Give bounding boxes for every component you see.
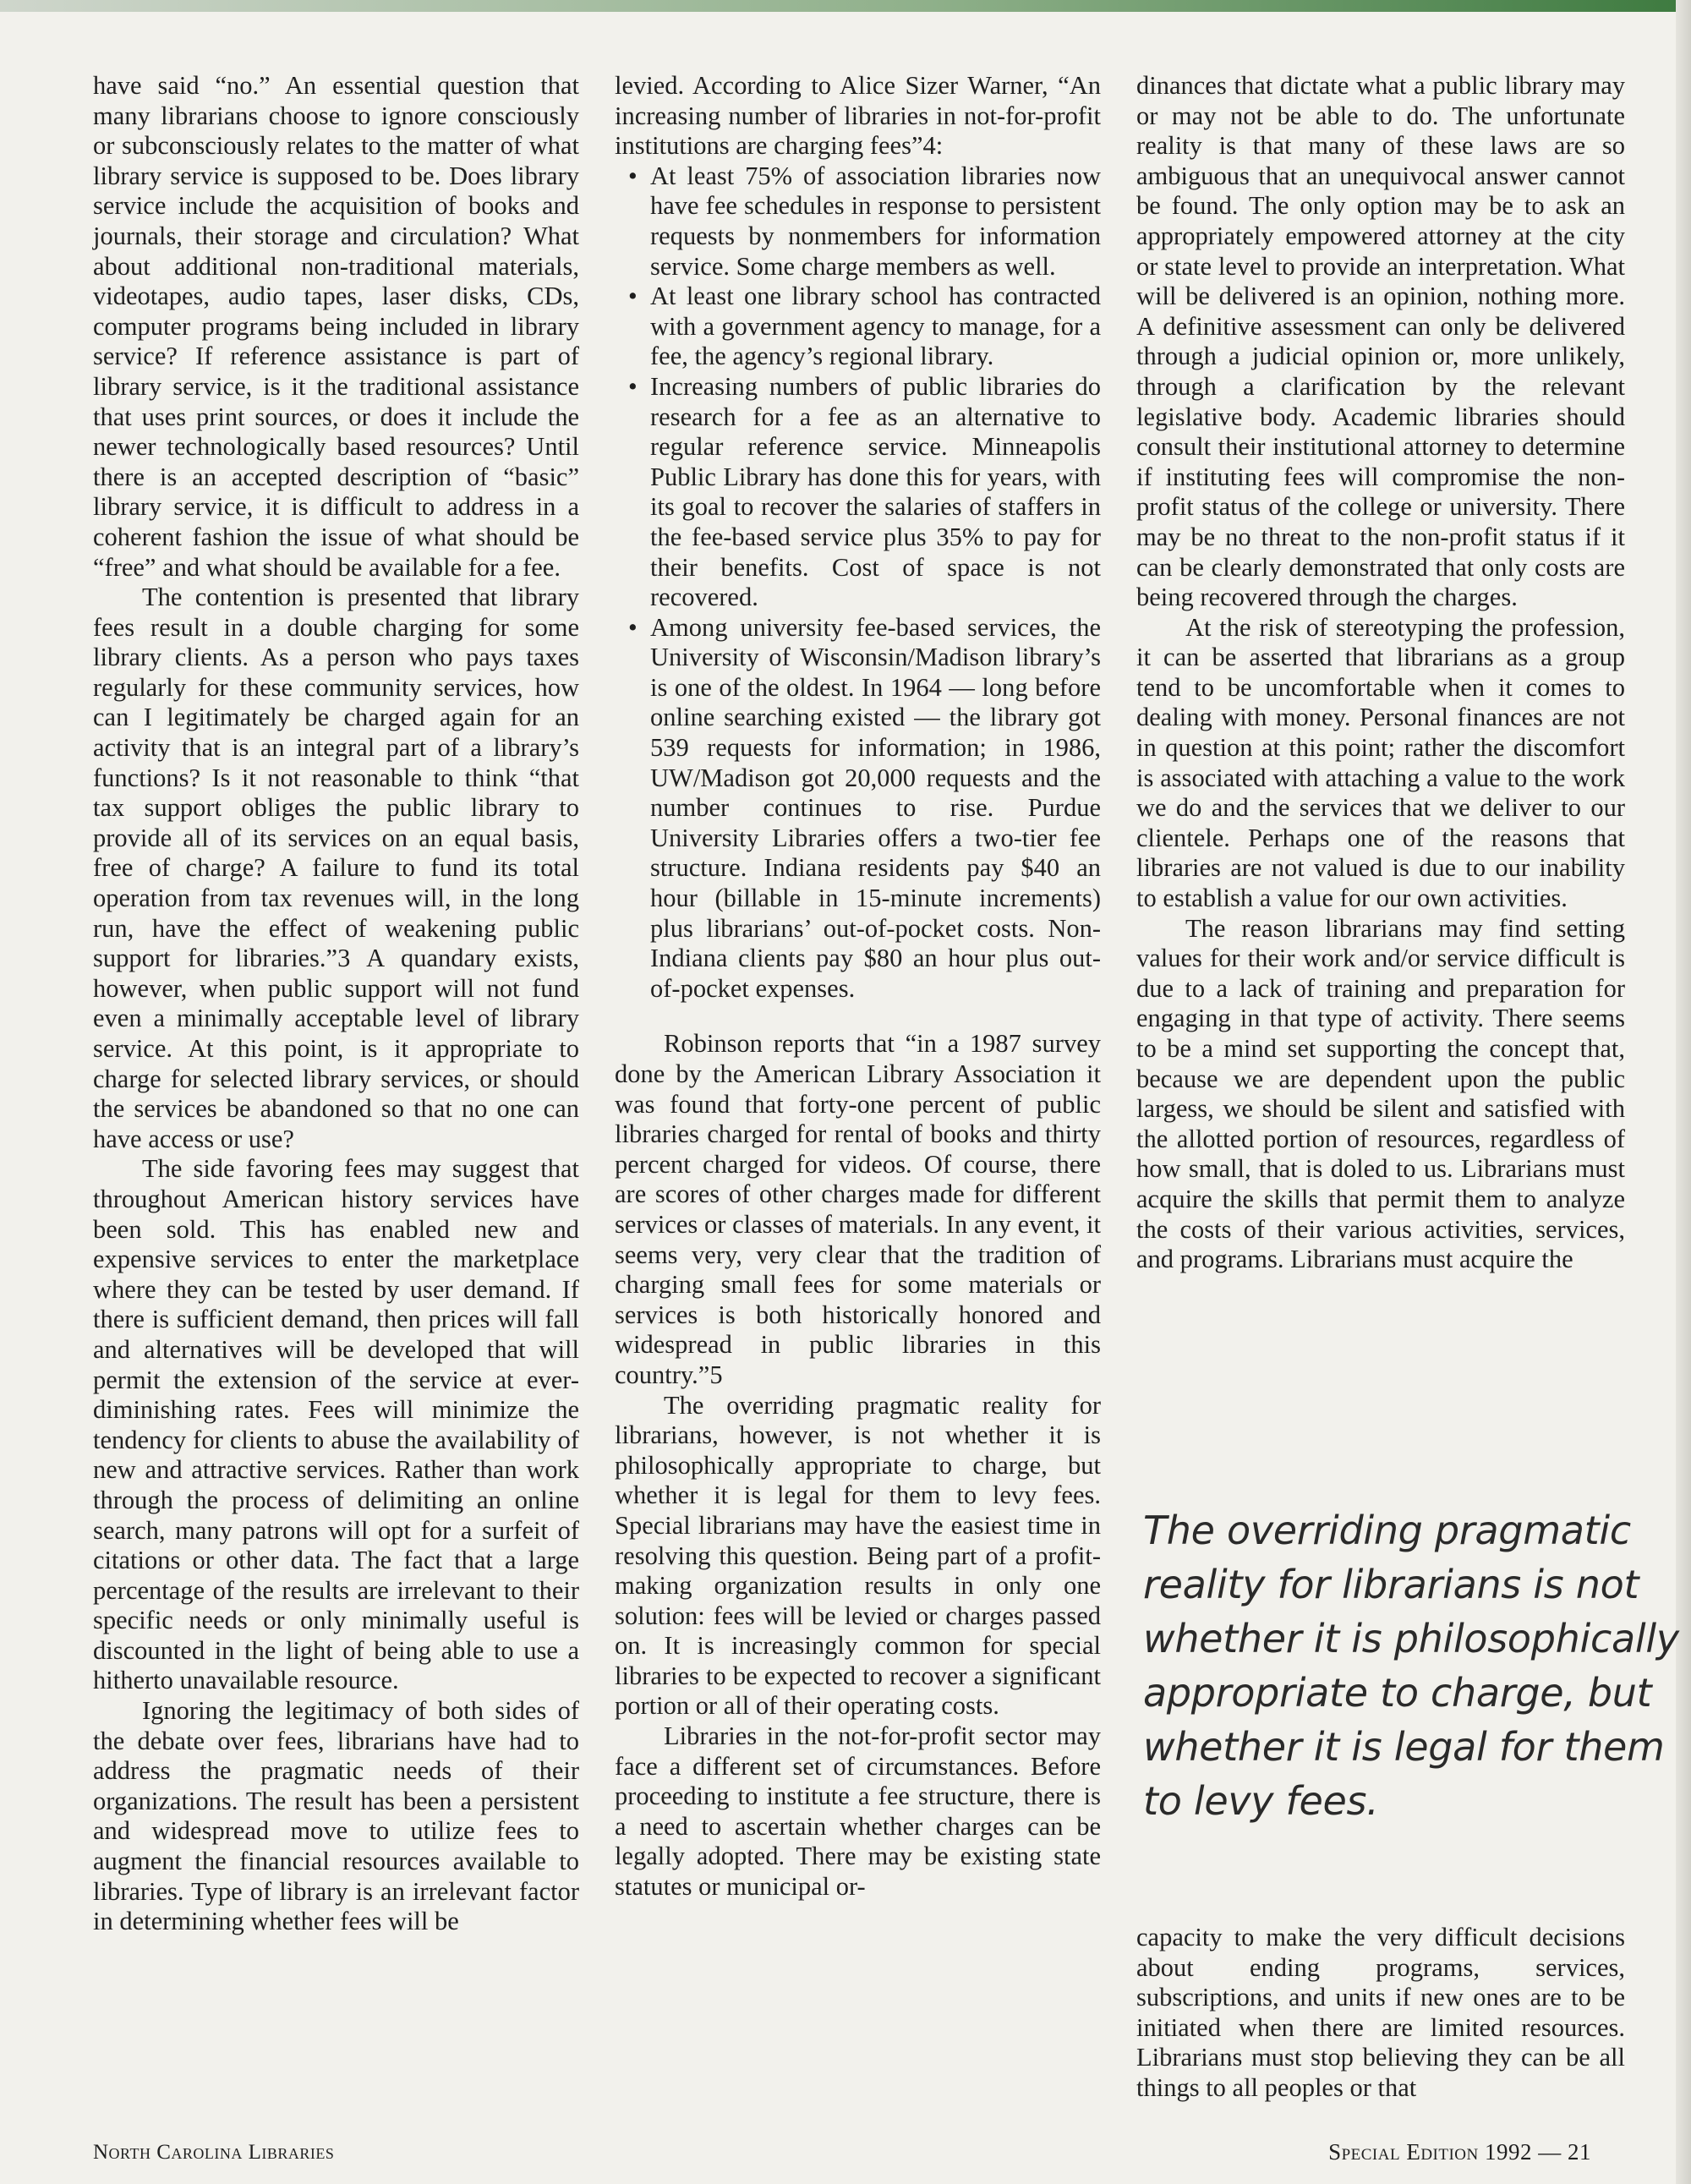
footer-edition: Special Edition — [1328, 2139, 1479, 2165]
bullet-item: • Among university fee-based services, the University of Wisconsin/Madison library’s is one of the oldest. In 1964 — long before online searching existed — the library got 539 requests for information; in 1986, UW/Madison got 20,000 requests and the number continues to rise. Purdue University Libraries offers a two-tier fee structure. Indiana residents pay $40 an hour (billable in 15-minute increments) plus librarians’ out-of-pocket costs. Non-Indiana clients pay $80 an hour plus out-of-pocket expenses. — [650, 613, 1101, 1004]
bullet-item: • At least one library school has contracted with a government agency to manage, for a fee, the agency’s regional library. — [650, 282, 1101, 372]
top-color-rule — [0, 0, 1691, 12]
paragraph: The overriding pragmatic reality for librarians, however, is not whether it is philosophically appropriate to charge, but whether it is legal for them to levy fees. Special librarians may have the easiest time in resolving this question. Being part of a profit-making organization results in only one solution: fees will be levied or charges passed on. It is increasingly common for special libraries to be expected to recover a significant portion or all of their operating costs. — [615, 1390, 1101, 1721]
paragraph: Robinson reports that “in a 1987 survey done by the American Library Association it was found that forty-one percent of public libraries charged for rental of books and thirty percent charged for videos. Of course, there are scores of other charges made for different services or classes of materials. In any event, it seems very, very clear that the tradition of charging small fees for some materials or services is both historically honored and widespread in public libraries in this country.”5 — [615, 1029, 1101, 1389]
page-number: 21 — [1568, 2139, 1591, 2165]
bullet-item: • Increasing numbers of public libraries do research for a fee as an alternative to regular reference service. Minneapolis Public Library has done this for years, with its goal to recover the salaries of staffers in the fee-based service plus 35% to pay for their benefits. Cost of space is not recovered. — [650, 372, 1101, 613]
paragraph: have said “no.” An essential question that many librarians choose to ignore consciously or subconsciously relates to the matter of what library service is supposed to be. Does library service include the acquisition of books and journals, their storage and circulation? What about additional non-traditional materials, videotapes, audio tapes, laser disks, CDs, computer programs being included in library service? If reference assistance is part of library service, is it the traditional assistance that uses print sources, or does it include the newer technologically based resources? Until there is an accepted description of “basic” library service, it is difficult to address in a coherent fashion the issue of what should be “free” and what should be available for a fee. — [93, 71, 579, 582]
paragraph: capacity to make the very difficult decisions about ending programs, services, subscriptions, and units if new ones are to be initiated when there are limited resources. Librarians must stop believing they can be all things to all peoples or that — [1136, 1923, 1625, 2102]
text-column-3 — [1136, 71, 1625, 1275]
paragraph: Ignoring the legitimacy of both sides of the debate over fees, librarians have had to address the pragmatic needs of their organizations. The result has been a persistent and widespread move to utilize fees to augment the financial resources available to libraries. Type of library is an irrelevant factor in determining whether fees will be — [93, 1696, 579, 1936]
paragraph: At the risk of stereotyping the profession, it can be asserted that librarians as a group tend to be uncomfortable when it comes to dealing with money. Personal finances are not in question at this point; rather the discomfort is associated with attaching a value to the work we do and the services that we deliver to our clientele. Perhaps one of the reasons that libraries are not valued is due to our inability to establish a value for our own activities. — [1136, 612, 1625, 913]
footer-journal-name: North Carolina Libraries — [93, 2141, 335, 2164]
pull-quote: The overriding pragmatic reality for librarians is not whether it is philosophically appropriate to charge, but whether it is legal for them to levy fees. — [1143, 1508, 1679, 1824]
paragraph: levied. According to Alice Sizer Warner, “An increasing number of libraries in not-for-profit institutions are charging fees”4: — [615, 71, 1101, 161]
bullet-item: • At least 75% of association libraries now have fee schedules in response to persistent requests by nonmembers for information service. Some charge members as well. — [650, 161, 1101, 282]
paragraph: dinances that dictate what a public library may or may not be able to do. The unfortunate reality is that many of these laws are so ambiguous that an unequivocal answer cannot be found. The only option may be to ask an appropriately empowered attorney at the city or state level to provide an interpretation. What will be delivered is an opinion, nothing more. A definitive assessment can only be delivered through a judicial opinion or, more unlikely, through a clarification by the relevant legislative body. Academic libraries should consult their institutional attorney to determine if instituting fees will compromise the non-profit status of the college or university. There may be no threat to the non-profit status if it can be clearly demonstrated that only costs are being recovered through the charges. — [1136, 71, 1625, 612]
text-column-2 — [615, 71, 1101, 1902]
text-column-1 — [93, 71, 579, 1937]
page-edge — [1676, 0, 1691, 2184]
paragraph: The side favoring fees may suggest that throughout American history services have been sold. This has enabled new and expensive services to enter the marketplace where they can be tested by user demand. If there is sufficient demand, then prices will fall and alternatives will be developed that will permit the extension of the service at ever-diminishing rates. Fees will minimize the tendency for clients to abuse the availability of new and attractive services. Rather than work through the process of delimiting an online search, many patrons will opt for a surfeit of citations or other data. The fact that a large percentage of the results are irrelevant to their specific needs or only minimally useful is discounted in the light of being able to use a hitherto unavailable resource. — [93, 1154, 579, 1695]
bullet-list — [615, 161, 1101, 1004]
footer-separator: — — [1538, 2139, 1562, 2165]
paragraph: The contention is presented that library fees result in a double charging for some library clients. As a person who pays taxes regularly for these community services, how can I legitimately be charged again for an activity that is an integral part of a library’s functions? Is it not reasonable to think “that tax support obliges the public library to provide all of its services on an equal basis, free of charge? A failure to fund its total operation from tax revenues will, in the long run, have the effect of weakening public support for libraries.”3 A quandary exists, however, when public support will not fund even a minimally acceptable level of library service. At this point, is it appropriate to charge for selected library services, or should the services be abandoned so that no one can have access or use? — [93, 583, 579, 1153]
paragraph: The reason librarians may find setting values for their work and/or service difficult is due to a lack of training and preparation for engaging in that type of activity. There seems to be a mind set supporting the concept that, because we are dependent upon the public largess, we should be silent and satisfied with the allotted portion of resources, regardless of how small, that is doled to us. Librarians must acquire the skills that permit them to analyze the costs of their various activities, services, and programs. Librarians must acquire the — [1136, 913, 1625, 1274]
footer-page-info — [1328, 2139, 1591, 2165]
footer-year: 1992 — [1485, 2139, 1532, 2165]
paragraph: Libraries in the not-for-profit sector may face a different set of circumstances. Before proceeding to institute a fee structure, there is a need to ascertain whether charges can be legally adopted. There may be existing state statutes or municipal or- — [615, 1721, 1101, 1902]
